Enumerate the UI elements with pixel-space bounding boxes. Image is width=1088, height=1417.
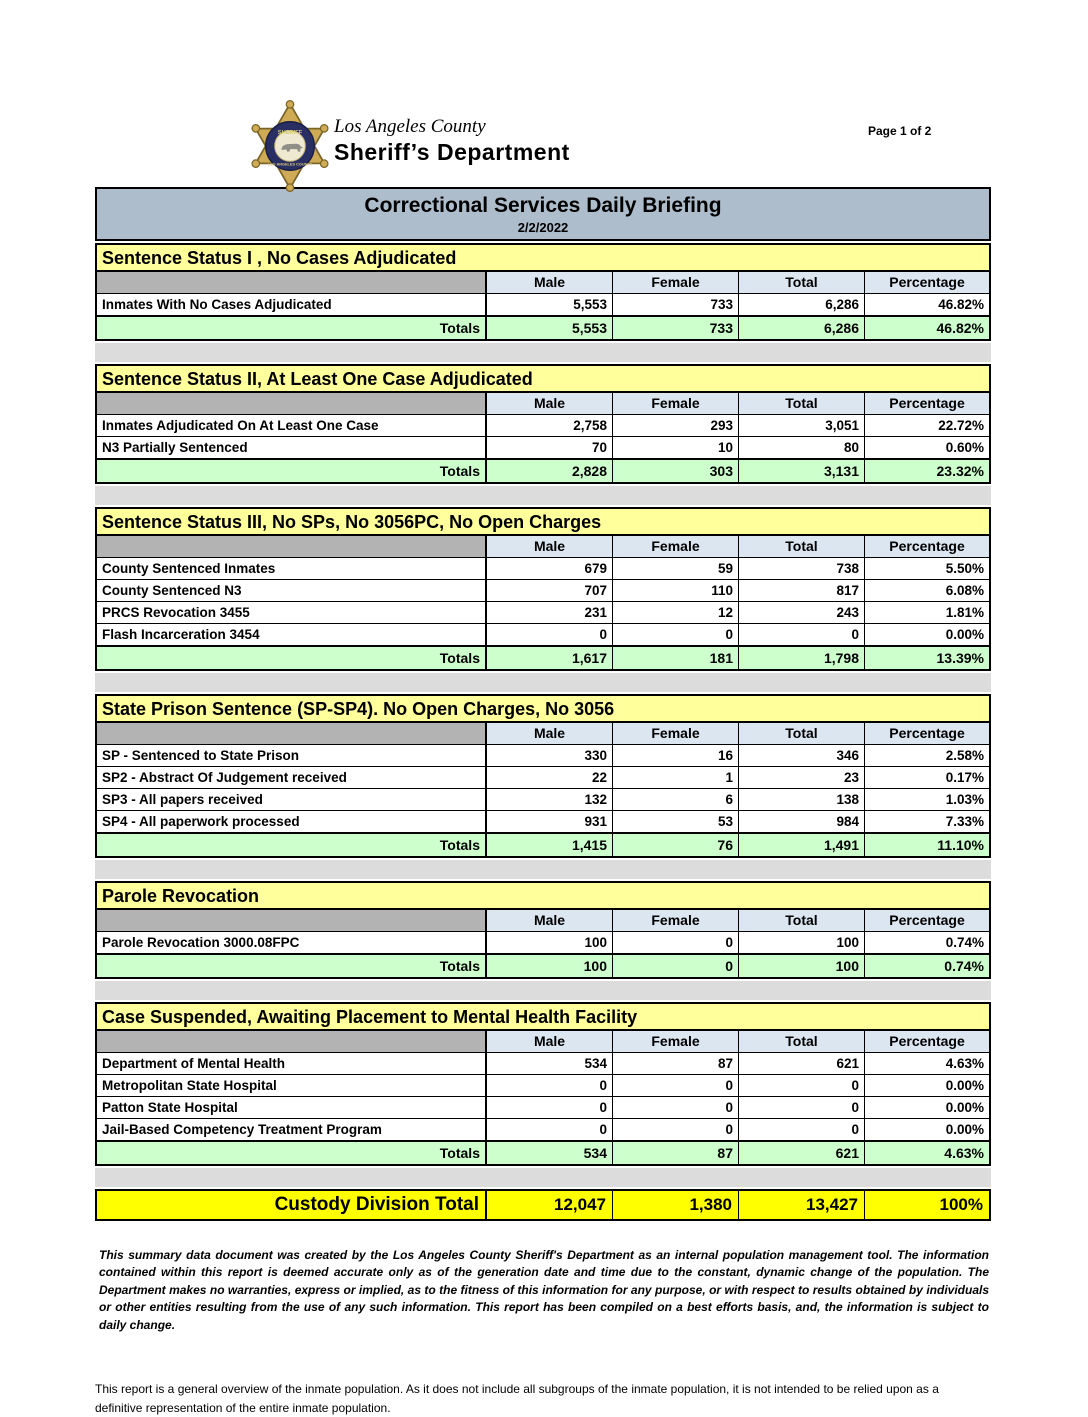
row-label: N3 Partially Sentenced xyxy=(97,437,487,458)
female-value: 0 xyxy=(613,624,739,645)
female-value: 0 xyxy=(613,932,739,953)
corner-cell xyxy=(97,272,487,293)
section-case-suspended-mental-health xyxy=(95,1002,991,1166)
totals-female: 87 xyxy=(613,1142,739,1164)
percentage-value: 22.72% xyxy=(938,418,984,433)
totals-percentage: 23.32% xyxy=(936,463,984,479)
report-body xyxy=(95,187,991,1417)
female-value: 12 xyxy=(613,602,739,623)
percentage-value: 1.03% xyxy=(945,792,984,807)
brand-county-line: Los Angeles County xyxy=(334,116,486,137)
table-row xyxy=(97,557,989,579)
male-value: 2,758 xyxy=(487,415,613,436)
male-value: 0 xyxy=(487,1075,613,1096)
female-value: 0 xyxy=(613,1119,739,1140)
male-value: 100 xyxy=(487,932,613,953)
grand-total-label: Custody Division Total xyxy=(97,1191,487,1219)
corner-cell xyxy=(97,536,487,557)
table-row xyxy=(97,810,989,832)
column-header-row xyxy=(97,1031,989,1052)
table-row xyxy=(97,1118,989,1140)
section-spacer xyxy=(95,343,991,362)
grand-total-percentage: 100% xyxy=(865,1191,989,1219)
percentage-value: 0.00% xyxy=(945,627,984,642)
section-header: Sentence Status III, No SPs, No 3056PC, No Open Charges xyxy=(97,509,989,536)
col-header-male: Male xyxy=(487,393,613,414)
totals-row xyxy=(97,832,989,856)
totals-male: 2,828 xyxy=(487,460,613,482)
section-spacer xyxy=(95,486,991,505)
table-row xyxy=(97,414,989,436)
corner-cell xyxy=(97,910,487,931)
percentage-value: 46.82% xyxy=(938,297,984,312)
male-value: 0 xyxy=(487,624,613,645)
col-header-male: Male xyxy=(487,536,613,557)
totals-percentage: 13.39% xyxy=(936,650,984,666)
total-value: 0 xyxy=(739,624,865,645)
female-value: 6 xyxy=(613,789,739,810)
female-value: 10 xyxy=(613,437,739,458)
section-spacer xyxy=(95,673,991,692)
totals-percentage: 11.10% xyxy=(937,837,984,853)
row-label: SP4 - All paperwork processed xyxy=(97,811,487,832)
male-value: 679 xyxy=(487,558,613,579)
totals-label: Totals xyxy=(97,1142,487,1164)
row-label: Inmates With No Cases Adjudicated xyxy=(97,294,487,315)
percentage-value: 0.00% xyxy=(945,1122,984,1137)
total-value: 621 xyxy=(739,1053,865,1074)
row-label: Flash Incarceration 3454 xyxy=(97,624,487,645)
percentage-value: 0.00% xyxy=(945,1078,984,1093)
percentage-value: 7.33% xyxy=(945,814,984,829)
percentage-value: 0.17% xyxy=(945,770,984,785)
male-value: 0 xyxy=(487,1097,613,1118)
totals-percentage: 0.74% xyxy=(944,958,984,974)
page-header xyxy=(0,0,1088,187)
male-value: 330 xyxy=(487,745,613,766)
corner-cell xyxy=(97,393,487,414)
section-spacer xyxy=(95,981,991,1000)
section-header: State Prison Sentence (SP-SP4). No Open Charges, No 3056 xyxy=(97,696,989,723)
col-header-total: Total xyxy=(739,393,865,414)
totals-total: 621 xyxy=(739,1142,865,1164)
section-header: Sentence Status I , No Cases Adjudicated xyxy=(97,245,989,272)
row-label: Parole Revocation 3000.08FPC xyxy=(97,932,487,953)
row-label: Jail-Based Competency Treatment Program xyxy=(97,1119,487,1140)
totals-total: 3,131 xyxy=(739,460,865,482)
section-sentence-status-1 xyxy=(95,243,991,341)
female-value: 110 xyxy=(613,580,739,601)
male-value: 231 xyxy=(487,602,613,623)
totals-label: Totals xyxy=(97,955,487,977)
column-header-row xyxy=(97,723,989,744)
row-label: SP2 - Abstract Of Judgement received xyxy=(97,767,487,788)
col-header-male: Male xyxy=(487,1031,613,1052)
col-header-female: Female xyxy=(613,393,739,414)
col-header-female: Female xyxy=(613,723,739,744)
table-row xyxy=(97,1096,989,1118)
col-header-percentage: Percentage xyxy=(865,1031,989,1052)
male-value: 931 xyxy=(487,811,613,832)
female-value: 0 xyxy=(613,1075,739,1096)
overview-note-text: This report is a general overview of the inmate population. As it does not include all subgroups of the inmate population, it is not intended to be relied upon as a definitive representation of the entire inmate population. xyxy=(95,1381,939,1415)
table-row xyxy=(97,1074,989,1096)
table-row xyxy=(97,436,989,458)
totals-female: 733 xyxy=(613,317,739,339)
row-label: County Sentenced Inmates xyxy=(97,558,487,579)
totals-male: 100 xyxy=(487,955,613,977)
col-header-female: Female xyxy=(613,272,739,293)
col-header-percentage: Percentage xyxy=(865,536,989,557)
col-header-total: Total xyxy=(739,272,865,293)
section-header: Parole Revocation xyxy=(97,883,989,910)
female-value: 733 xyxy=(613,294,739,315)
col-header-male: Male xyxy=(487,723,613,744)
column-header-row xyxy=(97,393,989,414)
totals-row xyxy=(97,315,989,339)
totals-male: 5,553 xyxy=(487,317,613,339)
department-brand xyxy=(334,116,570,166)
grand-total-male: 12,047 xyxy=(487,1191,613,1219)
female-value: 0 xyxy=(613,1097,739,1118)
totals-label: Totals xyxy=(97,834,487,856)
col-header-female: Female xyxy=(613,910,739,931)
report-title-bar xyxy=(95,187,991,241)
report-title: Correctional Services Daily Briefing xyxy=(364,194,722,217)
table-row xyxy=(97,293,989,315)
col-header-total: Total xyxy=(739,1031,865,1052)
table-row xyxy=(97,744,989,766)
section-spacer xyxy=(95,860,991,879)
total-value: 0 xyxy=(739,1119,865,1140)
col-header-percentage: Percentage xyxy=(865,910,989,931)
total-value: 100 xyxy=(739,932,865,953)
total-value: 23 xyxy=(739,767,865,788)
total-value: 984 xyxy=(739,811,865,832)
row-label: Patton State Hospital xyxy=(97,1097,487,1118)
row-label: Inmates Adjudicated On At Least One Case xyxy=(97,415,487,436)
section-sentence-status-2 xyxy=(95,364,991,484)
percentage-value: 5.50% xyxy=(945,561,984,576)
total-value: 817 xyxy=(739,580,865,601)
totals-row xyxy=(97,953,989,977)
male-value: 132 xyxy=(487,789,613,810)
female-value: 16 xyxy=(613,745,739,766)
brand-department-line: Sheriff’s Department xyxy=(334,139,570,165)
section-header: Case Suspended, Awaiting Placement to Mental Health Facility xyxy=(97,1004,989,1031)
percentage-value: 6.08% xyxy=(945,583,984,598)
row-label: County Sentenced N3 xyxy=(97,580,487,601)
table-row xyxy=(97,623,989,645)
total-value: 0 xyxy=(739,1097,865,1118)
row-label: Department of Mental Health xyxy=(97,1053,487,1074)
col-header-total: Total xyxy=(739,723,865,744)
row-label: SP3 - All papers received xyxy=(97,789,487,810)
percentage-value: 2.58% xyxy=(945,748,984,763)
total-value: 0 xyxy=(739,1075,865,1096)
corner-cell xyxy=(97,1031,487,1052)
section-header: Sentence Status II, At Least One Case Adjudicated xyxy=(97,366,989,393)
custody-division-total-row xyxy=(95,1189,991,1221)
female-value: 1 xyxy=(613,767,739,788)
col-header-male: Male xyxy=(487,910,613,931)
totals-male: 1,415 xyxy=(487,834,613,856)
totals-label: Totals xyxy=(97,647,487,669)
totals-percentage: 4.63% xyxy=(944,1145,984,1161)
table-row xyxy=(97,766,989,788)
total-value: 6,286 xyxy=(739,294,865,315)
page-number-label: Page 1 of 2 xyxy=(868,124,932,138)
col-header-male: Male xyxy=(487,272,613,293)
total-value: 738 xyxy=(739,558,865,579)
table-row xyxy=(97,579,989,601)
table-row xyxy=(97,788,989,810)
totals-total: 1,491 xyxy=(739,834,865,856)
section-state-prison-sentence xyxy=(95,694,991,858)
totals-female: 76 xyxy=(613,834,739,856)
male-value: 70 xyxy=(487,437,613,458)
row-label: Metropolitan State Hospital xyxy=(97,1075,487,1096)
totals-male: 534 xyxy=(487,1142,613,1164)
grand-total-female: 1,380 xyxy=(613,1191,739,1219)
table-row xyxy=(97,1052,989,1074)
totals-label: Totals xyxy=(97,317,487,339)
column-header-row xyxy=(97,536,989,557)
percentage-value: 0.00% xyxy=(945,1100,984,1115)
badge-ring-bottom-text: LOS ANGELES COUNTY xyxy=(267,162,313,167)
percentage-value: 0.60% xyxy=(945,440,984,455)
totals-row xyxy=(97,458,989,482)
totals-total: 6,286 xyxy=(739,317,865,339)
col-header-percentage: Percentage xyxy=(865,272,989,293)
row-label: PRCS Revocation 3455 xyxy=(97,602,487,623)
male-value: 707 xyxy=(487,580,613,601)
total-value: 346 xyxy=(739,745,865,766)
column-header-row xyxy=(97,272,989,293)
female-value: 87 xyxy=(613,1053,739,1074)
column-header-row xyxy=(97,910,989,931)
row-label: SP - Sentenced to State Prison xyxy=(97,745,487,766)
sheriff-badge-icon xyxy=(246,100,334,192)
report-date: 2/2/2022 xyxy=(517,220,569,235)
col-header-total: Total xyxy=(739,910,865,931)
totals-female: 181 xyxy=(613,647,739,669)
totals-male: 1,617 xyxy=(487,647,613,669)
male-value: 22 xyxy=(487,767,613,788)
col-header-percentage: Percentage xyxy=(865,723,989,744)
corner-cell xyxy=(97,723,487,744)
female-value: 53 xyxy=(613,811,739,832)
totals-row xyxy=(97,645,989,669)
grand-total-total: 13,427 xyxy=(739,1191,865,1219)
table-row xyxy=(97,931,989,953)
section-sentence-status-3 xyxy=(95,507,991,671)
table-row xyxy=(97,601,989,623)
totals-total: 100 xyxy=(739,955,865,977)
col-header-total: Total xyxy=(739,536,865,557)
total-value: 3,051 xyxy=(739,415,865,436)
section-parole-revocation xyxy=(95,881,991,979)
percentage-value: 4.63% xyxy=(945,1056,984,1071)
totals-row xyxy=(97,1140,989,1164)
percentage-value: 1.81% xyxy=(945,605,984,620)
section-spacer xyxy=(95,1168,991,1187)
totals-total: 1,798 xyxy=(739,647,865,669)
male-value: 534 xyxy=(487,1053,613,1074)
col-header-percentage: Percentage xyxy=(865,393,989,414)
total-value: 243 xyxy=(739,602,865,623)
disclaimer-text: This summary data document was created by the Los Angeles County Sheriff's Department as an internal population management tool. The information contained within this report is deemed accurate only as of the generation date and time due to the constant, dynamic change of the population. The Department makes no warranties, express or implied, as to the fitness of this information for any purpose, or with respect to results obtained by individuals or other entities resulting from the use of any such information. This report has been compiled on a best efforts basis, and, the information is subject to daily change. xyxy=(99,1248,989,1332)
percentage-value: 0.74% xyxy=(945,935,984,950)
female-value: 59 xyxy=(613,558,739,579)
male-value: 5,553 xyxy=(487,294,613,315)
female-value: 293 xyxy=(613,415,739,436)
col-header-female: Female xyxy=(613,536,739,557)
col-header-female: Female xyxy=(613,1031,739,1052)
totals-label: Totals xyxy=(97,460,487,482)
male-value: 0 xyxy=(487,1119,613,1140)
total-value: 80 xyxy=(739,437,865,458)
total-value: 138 xyxy=(739,789,865,810)
totals-female: 0 xyxy=(613,955,739,977)
totals-percentage: 46.82% xyxy=(936,320,984,336)
badge-ring-top-text: SHERIFF xyxy=(277,130,303,137)
totals-female: 303 xyxy=(613,460,739,482)
